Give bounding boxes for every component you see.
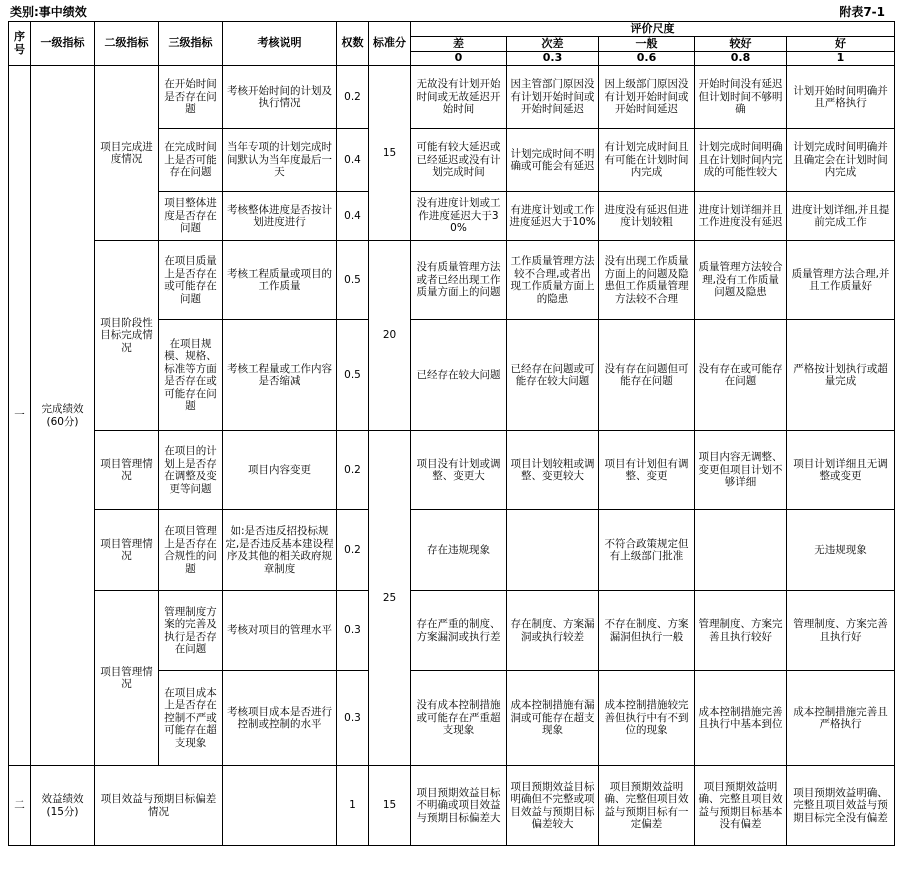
score-cell: 无故没有计划开始时间或无故延迟开始时间 xyxy=(411,66,507,129)
score-cell: 没有出现工作质量方面上的问题及隐患但工作质量管理方法较不合理 xyxy=(599,241,695,320)
col-scale: 评价尺度 xyxy=(411,22,895,37)
level3-cell: 在项目质量上是否存在或可能存在问题 xyxy=(159,241,223,320)
standard-cell: 25 xyxy=(369,431,411,766)
level3-cell: 在项目成本上是否存在控制不严或可能存在超支现象 xyxy=(159,671,223,766)
score-cell: 进度计划详细并且工作进度没有延迟 xyxy=(695,192,787,241)
desc-cell: 当年专项的计划完成时间默认为当年度最后一天 xyxy=(223,129,337,192)
score-cell: 计划完成时间不明确或可能会有延迟 xyxy=(507,129,599,192)
score-cell: 计划完成时间明确并且确定会在计划时间内完成 xyxy=(787,129,895,192)
table-row xyxy=(9,766,895,846)
grade-label: 好 xyxy=(787,37,895,52)
level3-cell: 在完成时间上是否可能存在问题 xyxy=(159,129,223,192)
score-cell: 已经存在问题或可能存在较大问题 xyxy=(507,320,599,431)
level3-cell: 在项目的计划上是否存在调整及变更等问题 xyxy=(159,431,223,510)
score-cell: 因上级部门原因没有计划开始时间或开始时间延迟 xyxy=(599,66,695,129)
desc-cell: 考核开始时间的计划及执行情况 xyxy=(223,66,337,129)
score-cell: 没有存在问题但可能存在问题 xyxy=(599,320,695,431)
score-cell: 存在制度、方案漏洞或执行较差 xyxy=(507,591,599,671)
grade-label: 一般 xyxy=(599,37,695,52)
score-cell: 项目内容无调整、变更但项目计划不够详细 xyxy=(695,431,787,510)
col-level3: 三级指标 xyxy=(159,22,223,66)
level3-cell: 在项目规模、规格、标准等方面是否存在或可能存在问题 xyxy=(159,320,223,431)
desc-cell: 考核工程量或工作内容是否缩减 xyxy=(223,320,337,431)
group-level2: 项目阶段性目标完成情况 xyxy=(95,241,159,431)
score-cell: 没有成本控制措施或可能存在严重超支现象 xyxy=(411,671,507,766)
grade-label: 较好 xyxy=(695,37,787,52)
score-cell: 成本控制措施较完善但执行中有不到位的现象 xyxy=(599,671,695,766)
category-label: 类别:事中绩效 xyxy=(10,5,87,19)
desc-cell: 项目内容变更 xyxy=(223,431,337,510)
weight-cell: 0.5 xyxy=(337,320,369,431)
score-cell: 进度没有延迟但进度计划较粗 xyxy=(599,192,695,241)
desc-cell: 考核整体进度是否按计划进度进行 xyxy=(223,192,337,241)
col-desc: 考核说明 xyxy=(223,22,337,66)
col-weight: 权数 xyxy=(337,22,369,66)
col-seq: 序号 xyxy=(9,22,31,66)
standard-cell: 20 xyxy=(369,241,411,431)
grade-label: 次差 xyxy=(507,37,599,52)
section-seq: 二 xyxy=(9,766,31,846)
weight-cell: 0.2 xyxy=(337,510,369,591)
level3-cell: 在项目管理上是否存在合规性的问题 xyxy=(159,510,223,591)
score-cell: 没有存在或可能存在问题 xyxy=(695,320,787,431)
weight-cell: 0.2 xyxy=(337,66,369,129)
col-level2: 二级指标 xyxy=(95,22,159,66)
section-level1: 效益绩效 (15分) xyxy=(31,766,95,846)
score-cell: 项目有计划但有调整、变更 xyxy=(599,431,695,510)
score-cell: 项目计划详细且无调整或变更 xyxy=(787,431,895,510)
desc-cell: 如:是否违反招投标规定,是否违反基本建设程序及其他的相关政府规章制度 xyxy=(223,510,337,591)
weight-cell: 0.3 xyxy=(337,671,369,766)
group-level2: 项目管理情况 xyxy=(95,510,159,591)
score-cell: 已经存在较大问题 xyxy=(411,320,507,431)
table-row xyxy=(9,431,895,510)
score-cell: 存在严重的制度、方案漏洞或执行差 xyxy=(411,591,507,671)
score-cell xyxy=(507,510,599,591)
group-level2: 项目效益与预期目标偏差情况 xyxy=(95,766,223,846)
score-cell: 开始时间没有延迟但计划时间不够明确 xyxy=(695,66,787,129)
score-cell: 项目预期效益目标不明确或项目效益与预期目标偏差大 xyxy=(411,766,507,846)
score-cell: 质量管理方法合理,并且工作质量好 xyxy=(787,241,895,320)
grade-value: 1 xyxy=(787,52,895,66)
score-cell: 不存在制度、方案漏洞但执行一般 xyxy=(599,591,695,671)
col-level1: 一级指标 xyxy=(31,22,95,66)
score-cell: 项目预期效益明确、完整且项目效益与预期目标基本没有偏差 xyxy=(695,766,787,846)
score-cell: 严格按计划执行或超量完成 xyxy=(787,320,895,431)
level3-cell: 项目整体进度是否存在问题 xyxy=(159,192,223,241)
desc-cell: 考核工程质量或项目的工作质量 xyxy=(223,241,337,320)
score-cell: 无违规现象 xyxy=(787,510,895,591)
score-cell: 成本控制措施完善且执行中基本到位 xyxy=(695,671,787,766)
table-row xyxy=(9,66,895,129)
score-cell: 计划开始时间明确并且严格执行 xyxy=(787,66,895,129)
score-cell: 项目预期效益明确、完整但项目效益与预期目标有一定偏差 xyxy=(599,766,695,846)
standard-cell: 15 xyxy=(369,766,411,846)
score-cell: 项目没有计划或调整、变更大 xyxy=(411,431,507,510)
score-cell: 可能有较大延迟或已经延迟或没有计划完成时间 xyxy=(411,129,507,192)
score-cell: 项目预期效益目标明确但不完整或项目效益与预期目标偏差较大 xyxy=(507,766,599,846)
score-cell: 存在违规现象 xyxy=(411,510,507,591)
table-row xyxy=(9,510,895,591)
weight-cell: 1 xyxy=(337,766,369,846)
weight-cell: 0.4 xyxy=(337,192,369,241)
desc-cell: 考核对项目的管理水平 xyxy=(223,591,337,671)
attachment-label: 附表7-1 xyxy=(839,5,885,19)
grade-label: 差 xyxy=(411,37,507,52)
standard-cell: 15 xyxy=(369,66,411,241)
grade-value: 0.6 xyxy=(599,52,695,66)
score-cell: 项目预期效益明确、完整且项目效益与预期目标完全没有偏差 xyxy=(787,766,895,846)
evaluation-table xyxy=(8,21,895,846)
score-cell: 管理制度、方案完善且执行较好 xyxy=(695,591,787,671)
table-row xyxy=(9,591,895,671)
score-cell: 不符合政策规定但有上级部门批准 xyxy=(599,510,695,591)
group-level2: 项目管理情况 xyxy=(95,591,159,766)
col-standard: 标准分 xyxy=(369,22,411,66)
score-cell: 管理制度、方案完善且执行好 xyxy=(787,591,895,671)
group-level2: 项目管理情况 xyxy=(95,431,159,510)
score-cell: 没有质量管理方法或者已经出现工作质量方面上的问题 xyxy=(411,241,507,320)
score-cell: 计划完成时间明确且在计划时间内完成的可能性较大 xyxy=(695,129,787,192)
weight-cell: 0.5 xyxy=(337,241,369,320)
score-cell: 有进度计划或工作进度延迟大于10% xyxy=(507,192,599,241)
section-seq: 一 xyxy=(9,66,31,766)
score-cell: 工作质量管理方法较不合理,或者出现工作质量方面上的隐患 xyxy=(507,241,599,320)
group-level2: 项目完成进度情况 xyxy=(95,66,159,241)
table-row xyxy=(9,241,895,320)
grade-value: 0.8 xyxy=(695,52,787,66)
score-cell: 进度计划详细,并且提前完成工作 xyxy=(787,192,895,241)
level3-cell: 管理制度方案的完善及执行是否存在问题 xyxy=(159,591,223,671)
desc-cell xyxy=(223,766,337,846)
weight-cell: 0.4 xyxy=(337,129,369,192)
level3-cell: 在开始时间是否存在问题 xyxy=(159,66,223,129)
section-level1: 完成绩效 (60分) xyxy=(31,66,95,766)
score-cell: 质量管理方法较合理,没有工作质量问题及隐患 xyxy=(695,241,787,320)
score-cell: 有计划完成时间且有可能在计划时间内完成 xyxy=(599,129,695,192)
score-cell xyxy=(695,510,787,591)
score-cell: 项目计划较粗或调整、变更较大 xyxy=(507,431,599,510)
weight-cell: 0.2 xyxy=(337,431,369,510)
weight-cell: 0.3 xyxy=(337,591,369,671)
score-cell: 成本控制措施完善且严格执行 xyxy=(787,671,895,766)
score-cell: 没有进度计划或工作进度延迟大于30% xyxy=(411,192,507,241)
score-cell: 成本控制措施有漏洞或可能存在超支现象 xyxy=(507,671,599,766)
desc-cell: 考核项目成本是否进行控制或控制的水平 xyxy=(223,671,337,766)
score-cell: 因主管部门原因没有计划开始时间或开始时间延迟 xyxy=(507,66,599,129)
grade-value: 0.3 xyxy=(507,52,599,66)
grade-value: 0 xyxy=(411,52,507,66)
